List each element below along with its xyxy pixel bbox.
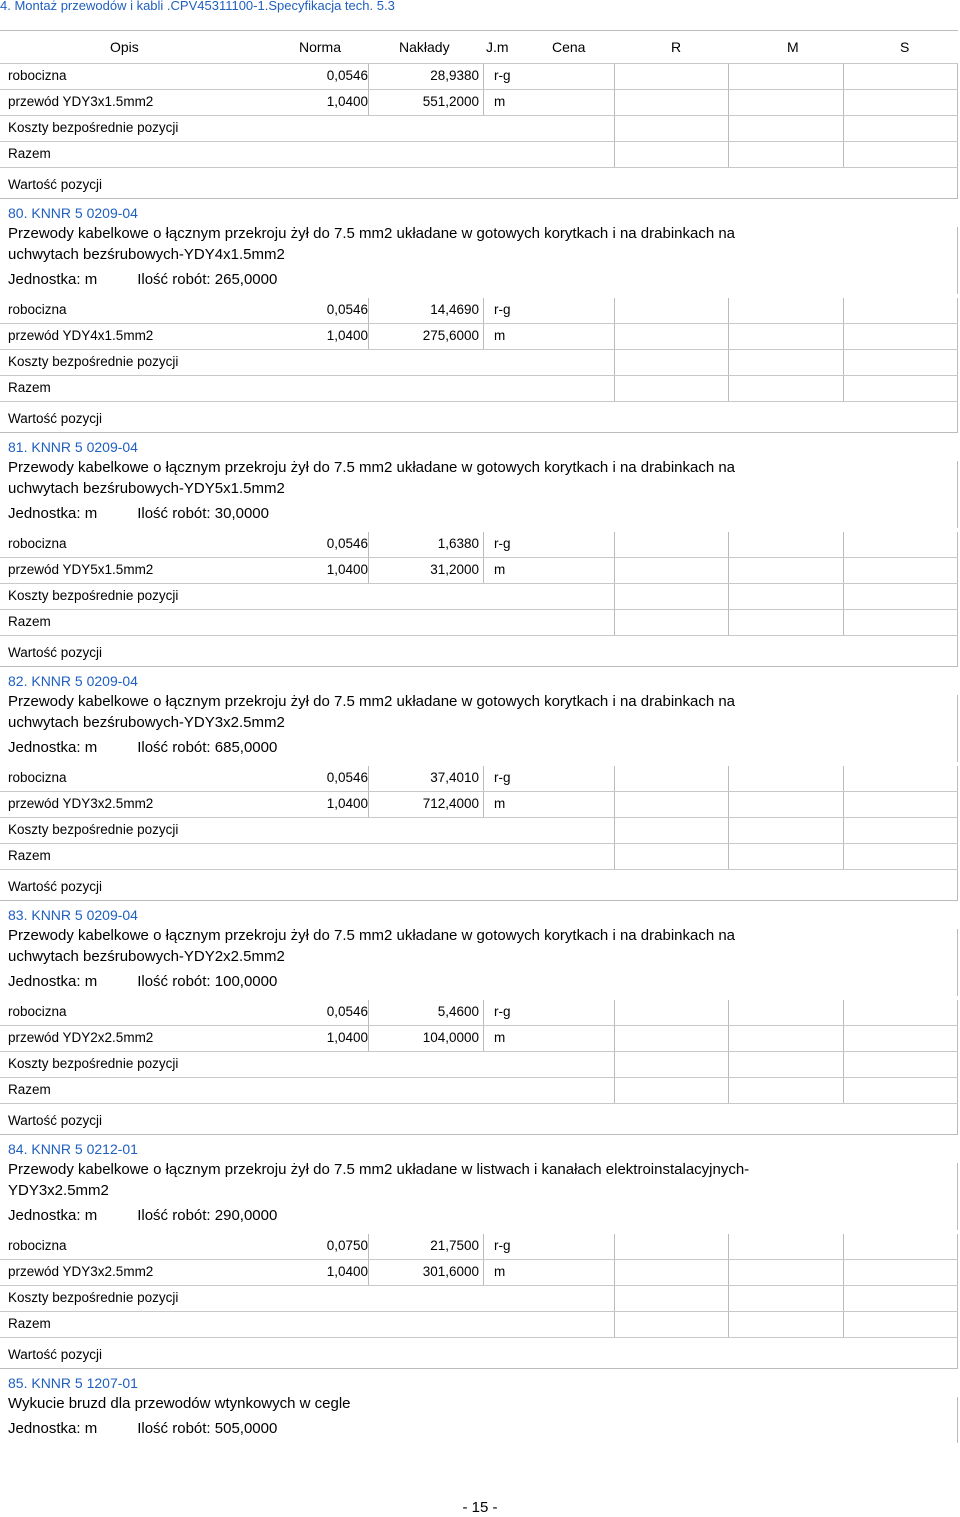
cell-norma: 1,0400 — [326, 1264, 368, 1279]
item-quantity: Ilość robót: 505,0000 — [137, 1420, 278, 1437]
column-divider — [483, 90, 484, 115]
total-row-label: Razem — [8, 1316, 51, 1331]
cell-norma: 0,0546 — [326, 302, 368, 317]
table-row — [0, 766, 958, 791]
header-s: S — [900, 39, 910, 55]
item-unit: Jednostka: m — [8, 271, 98, 288]
item-description: Wykucie bruzd dla przewodów wtynkowych w cegle — [8, 1395, 351, 1412]
total-row — [0, 375, 958, 401]
cell-opis: przewód YDY2x2.5mm2 — [8, 1030, 154, 1045]
value-row-label: Wartość pozycji — [8, 177, 103, 192]
total-row-label: Razem — [8, 146, 51, 161]
column-divider — [614, 298, 615, 323]
column-divider — [843, 1312, 844, 1337]
column-divider — [957, 350, 958, 375]
cost-row — [0, 1051, 958, 1077]
total-row — [0, 609, 958, 635]
column-divider — [614, 558, 615, 583]
cell-jm: r-g — [494, 536, 511, 551]
cell-naklady: 1,6380 — [437, 536, 479, 551]
column-divider — [957, 532, 958, 557]
table-row — [0, 1259, 958, 1285]
cost-row — [0, 115, 958, 141]
column-divider — [728, 142, 729, 167]
cell-naklady: 21,7500 — [430, 1238, 479, 1253]
column-divider — [368, 90, 369, 115]
column-divider — [728, 1234, 729, 1259]
column-divider — [843, 1260, 844, 1285]
column-divider — [843, 844, 844, 869]
column-divider — [843, 792, 844, 817]
item-quantity: Ilość robót: 290,0000 — [137, 1207, 278, 1224]
item-description: Przewody kabelkowe o łącznym przekroju żył do 7.5 mm2 układane w gotowych korytkach i na drabinkach na uchwytach bezśrubowych-YDY4x1.5mm2 — [8, 225, 736, 263]
column-divider — [957, 870, 958, 900]
column-divider — [957, 1234, 958, 1259]
cell-naklady: 104,0000 — [422, 1030, 479, 1045]
header-jm: J.m — [486, 39, 509, 55]
column-divider — [957, 1286, 958, 1311]
value-row-label: Wartość pozycji — [8, 1113, 103, 1128]
column-divider — [614, 1286, 615, 1311]
column-divider — [843, 610, 844, 635]
column-divider — [728, 324, 729, 349]
item-header — [0, 1368, 958, 1447]
column-divider — [483, 792, 484, 817]
column-divider — [957, 584, 958, 609]
column-divider — [843, 818, 844, 843]
column-divider — [368, 766, 369, 791]
column-divider — [483, 1234, 484, 1259]
column-divider — [728, 350, 729, 375]
column-divider — [843, 532, 844, 557]
total-row — [0, 1311, 958, 1337]
column-divider — [614, 376, 615, 401]
cell-norma: 0,0546 — [326, 536, 368, 551]
table-row — [0, 63, 958, 89]
table-row — [0, 532, 958, 557]
column-divider — [483, 1026, 484, 1051]
column-divider — [614, 324, 615, 349]
item-number: 81. KNNR 5 0209-04 — [8, 439, 138, 455]
column-divider — [614, 1052, 615, 1077]
column-divider — [843, 558, 844, 583]
column-divider — [728, 1260, 729, 1285]
value-row — [0, 1337, 958, 1368]
cell-jm: m — [494, 94, 506, 109]
item-quantity: Ilość robót: 685,0000 — [137, 739, 278, 756]
column-divider — [728, 584, 729, 609]
header-naklady: Nakłady — [399, 39, 450, 55]
item-quantity: Ilość robót: 100,0000 — [137, 973, 278, 990]
column-divider — [957, 1260, 958, 1285]
column-divider — [957, 929, 958, 996]
cell-jm: r-g — [494, 1238, 511, 1253]
cell-naklady: 275,6000 — [422, 328, 479, 343]
column-divider — [843, 1026, 844, 1051]
column-divider — [614, 1026, 615, 1051]
cost-row-label: Koszty bezpośrednie pozycji — [8, 1290, 179, 1305]
cell-jm: r-g — [494, 302, 511, 317]
item-unit-line — [8, 1204, 958, 1228]
column-divider — [957, 695, 958, 762]
cell-jm: m — [494, 562, 506, 577]
item-number: 84. KNNR 5 0212-01 — [8, 1141, 138, 1157]
column-divider — [957, 1397, 958, 1443]
cell-jm: m — [494, 1264, 506, 1279]
column-divider — [957, 1163, 958, 1230]
column-divider — [957, 227, 958, 294]
column-divider — [483, 324, 484, 349]
cell-norma: 1,0400 — [326, 562, 368, 577]
column-divider — [728, 1052, 729, 1077]
value-row — [0, 167, 958, 198]
table-row — [0, 791, 958, 817]
column-divider — [957, 461, 958, 528]
cost-row — [0, 817, 958, 843]
cell-norma: 1,0400 — [326, 94, 368, 109]
column-divider — [957, 610, 958, 635]
column-divider — [368, 558, 369, 583]
total-row-label: Razem — [8, 848, 51, 863]
column-divider — [843, 350, 844, 375]
value-row-label: Wartość pozycji — [8, 879, 103, 894]
column-divider — [843, 376, 844, 401]
item-number: 85. KNNR 5 1207-01 — [8, 1375, 138, 1391]
table-row — [0, 298, 958, 323]
table-row — [0, 323, 958, 349]
column-divider — [614, 1000, 615, 1025]
column-divider — [728, 610, 729, 635]
column-divider — [957, 90, 958, 115]
table-row — [0, 1234, 958, 1259]
column-divider — [728, 64, 729, 89]
header-norma: Norma — [299, 39, 342, 55]
cost-row-label: Koszty bezpośrednie pozycji — [8, 588, 179, 603]
column-divider — [368, 64, 369, 89]
column-divider — [957, 1338, 958, 1368]
cell-jm: m — [494, 328, 506, 343]
column-divider — [728, 532, 729, 557]
column-divider — [368, 298, 369, 323]
value-row-label: Wartość pozycji — [8, 645, 103, 660]
cost-row-label: Koszty bezpośrednie pozycji — [8, 822, 179, 837]
column-divider — [614, 584, 615, 609]
item-header — [0, 432, 958, 532]
column-divider — [957, 1104, 958, 1134]
column-divider — [957, 792, 958, 817]
column-divider — [614, 844, 615, 869]
cell-naklady: 28,9380 — [430, 68, 479, 83]
column-divider — [843, 64, 844, 89]
column-divider — [957, 142, 958, 167]
column-divider — [728, 844, 729, 869]
cell-jm: m — [494, 1030, 506, 1045]
value-row — [0, 869, 958, 900]
column-divider — [728, 1312, 729, 1337]
column-divider — [957, 1312, 958, 1337]
item-unit-line — [8, 1417, 958, 1441]
header-m: M — [787, 39, 799, 55]
value-row — [0, 1103, 958, 1134]
cell-naklady: 31,2000 — [430, 562, 479, 577]
column-divider — [843, 116, 844, 141]
column-divider — [843, 1234, 844, 1259]
cell-norma: 1,0400 — [326, 1030, 368, 1045]
column-divider — [957, 1000, 958, 1025]
column-divider — [483, 766, 484, 791]
cell-opis: przewód YDY5x1.5mm2 — [8, 562, 154, 577]
item-unit: Jednostka: m — [8, 1207, 98, 1224]
item-number: 82. KNNR 5 0209-04 — [8, 673, 138, 689]
cost-row-label: Koszty bezpośrednie pozycji — [8, 1056, 179, 1071]
cell-norma: 1,0400 — [326, 796, 368, 811]
column-divider — [483, 64, 484, 89]
column-divider — [728, 792, 729, 817]
column-divider — [614, 792, 615, 817]
item-description: Przewody kabelkowe o łącznym przekroju żył do 7.5 mm2 układane w listwach i kanałach elektroinstalacyjnych-YDY3x2.5mm2 — [8, 1161, 750, 1199]
cell-norma: 0,0546 — [326, 770, 368, 785]
cell-naklady: 551,2000 — [422, 94, 479, 109]
cell-opis: robocizna — [8, 68, 67, 83]
cell-naklady: 14,4690 — [430, 302, 479, 317]
column-divider — [614, 1234, 615, 1259]
column-divider — [728, 376, 729, 401]
column-divider — [843, 1052, 844, 1077]
total-row — [0, 843, 958, 869]
column-divider — [957, 1078, 958, 1103]
column-divider — [614, 1078, 615, 1103]
header-opis: Opis — [110, 39, 139, 55]
column-divider — [614, 818, 615, 843]
column-divider — [368, 1026, 369, 1051]
cell-naklady: 712,4000 — [422, 796, 479, 811]
total-row-label: Razem — [8, 380, 51, 395]
cost-row-label: Koszty bezpośrednie pozycji — [8, 120, 179, 135]
column-divider — [957, 324, 958, 349]
cell-norma: 0,0546 — [326, 1004, 368, 1019]
cell-opis: robocizna — [8, 1238, 67, 1253]
cell-opis: przewód YDY3x2.5mm2 — [8, 796, 154, 811]
cell-naklady: 37,4010 — [430, 770, 479, 785]
table-row — [0, 557, 958, 583]
column-divider — [614, 532, 615, 557]
column-divider — [483, 532, 484, 557]
cell-opis: przewód YDY3x2.5mm2 — [8, 1264, 154, 1279]
item-unit-line — [8, 970, 958, 994]
column-divider — [843, 1000, 844, 1025]
column-divider — [614, 766, 615, 791]
column-divider — [728, 558, 729, 583]
cell-norma: 0,0750 — [326, 1238, 368, 1253]
column-divider — [957, 298, 958, 323]
value-row-label: Wartość pozycji — [8, 411, 103, 426]
column-divider — [614, 142, 615, 167]
cost-row-label: Koszty bezpośrednie pozycji — [8, 354, 179, 369]
column-divider — [614, 610, 615, 635]
total-row — [0, 1077, 958, 1103]
item-unit: Jednostka: m — [8, 739, 98, 756]
item-description: Przewody kabelkowe o łącznym przekroju żył do 7.5 mm2 układane w gotowych korytkach i na drabinkach na uchwytach bezśrubowych-YDY5x1.5mm2 — [8, 459, 736, 497]
cell-opis: robocizna — [8, 536, 67, 551]
cost-row — [0, 583, 958, 609]
column-divider — [957, 1052, 958, 1077]
column-divider — [843, 90, 844, 115]
column-divider — [843, 142, 844, 167]
cell-opis: robocizna — [8, 1004, 67, 1019]
column-divider — [368, 1234, 369, 1259]
item-header — [0, 666, 958, 766]
cell-jm: r-g — [494, 68, 511, 83]
column-divider — [957, 844, 958, 869]
column-divider — [957, 376, 958, 401]
value-row-label: Wartość pozycji — [8, 1347, 103, 1362]
item-header — [0, 198, 958, 298]
column-divider — [728, 116, 729, 141]
table-header — [0, 30, 958, 63]
column-divider — [368, 324, 369, 349]
column-divider — [728, 766, 729, 791]
column-divider — [957, 168, 958, 198]
item-unit-line — [8, 502, 958, 526]
column-divider — [843, 1078, 844, 1103]
column-divider — [957, 1026, 958, 1051]
column-divider — [614, 116, 615, 141]
column-divider — [957, 116, 958, 141]
column-divider — [957, 558, 958, 583]
table-row — [0, 89, 958, 115]
column-divider — [728, 1286, 729, 1311]
column-divider — [957, 402, 958, 432]
item-header — [0, 900, 958, 1000]
item-unit: Jednostka: m — [8, 973, 98, 990]
column-divider — [957, 64, 958, 89]
column-divider — [614, 1260, 615, 1285]
column-divider — [728, 818, 729, 843]
cell-norma: 1,0400 — [326, 328, 368, 343]
column-divider — [368, 1000, 369, 1025]
column-divider — [614, 1312, 615, 1337]
header-cena: Cena — [552, 39, 586, 55]
cost-row — [0, 1285, 958, 1311]
total-row-label: Razem — [8, 1082, 51, 1097]
column-divider — [843, 584, 844, 609]
table-row — [0, 1000, 958, 1025]
value-row — [0, 401, 958, 432]
column-divider — [957, 818, 958, 843]
column-divider — [957, 766, 958, 791]
cell-naklady: 5,4600 — [437, 1004, 479, 1019]
column-divider — [728, 1078, 729, 1103]
cost-row — [0, 349, 958, 375]
column-divider — [614, 350, 615, 375]
item-description: Przewody kabelkowe o łącznym przekroju żył do 7.5 mm2 układane w gotowych korytkach i na drabinkach na uchwytach bezśrubowych-YDY2x2.5mm2 — [8, 927, 736, 965]
column-divider — [614, 90, 615, 115]
cell-jm: r-g — [494, 770, 511, 785]
item-quantity: Ilość robót: 265,0000 — [137, 271, 278, 288]
item-quantity: Ilość robót: 30,0000 — [137, 505, 269, 522]
cell-norma: 0,0546 — [326, 68, 368, 83]
table-row — [0, 1025, 958, 1051]
cell-opis: robocizna — [8, 302, 67, 317]
cell-jm: m — [494, 796, 506, 811]
cell-opis: robocizna — [8, 770, 67, 785]
item-header — [0, 1134, 958, 1234]
cell-opis: przewód YDY3x1.5mm2 — [8, 94, 154, 109]
value-row — [0, 635, 958, 666]
cell-jm: r-g — [494, 1004, 511, 1019]
item-number: 80. KNNR 5 0209-04 — [8, 205, 138, 221]
column-divider — [843, 298, 844, 323]
specification-table — [0, 30, 958, 1447]
column-divider — [368, 1260, 369, 1285]
item-description: Przewody kabelkowe o łącznym przekroju żył do 7.5 mm2 układane w gotowych korytkach i na drabinkach na uchwytach bezśrubowych-YDY3x2.5mm2 — [8, 693, 736, 731]
item-unit-line — [8, 736, 958, 760]
column-divider — [483, 558, 484, 583]
page-title: 4. Montaż przewodów i kabli .CPV45311100-1.Specyfikacja tech. 5.3 — [0, 0, 395, 13]
column-divider — [368, 792, 369, 817]
column-divider — [728, 1026, 729, 1051]
column-divider — [483, 1260, 484, 1285]
column-divider — [728, 90, 729, 115]
total-row — [0, 141, 958, 167]
header-r: R — [671, 39, 682, 55]
cell-opis: przewód YDY4x1.5mm2 — [8, 328, 154, 343]
column-divider — [728, 1000, 729, 1025]
item-unit: Jednostka: m — [8, 505, 98, 522]
column-divider — [483, 1000, 484, 1025]
column-divider — [843, 1286, 844, 1311]
column-divider — [957, 636, 958, 666]
item-number: 83. KNNR 5 0209-04 — [8, 907, 138, 923]
column-divider — [728, 298, 729, 323]
item-unit: Jednostka: m — [8, 1420, 98, 1437]
page-number: - 15 - — [462, 1499, 498, 1516]
column-divider — [843, 324, 844, 349]
cell-naklady: 301,6000 — [422, 1264, 479, 1279]
item-unit-line — [8, 268, 958, 292]
column-divider — [483, 298, 484, 323]
column-divider — [368, 532, 369, 557]
total-row-label: Razem — [8, 614, 51, 629]
column-divider — [614, 64, 615, 89]
column-divider — [843, 766, 844, 791]
